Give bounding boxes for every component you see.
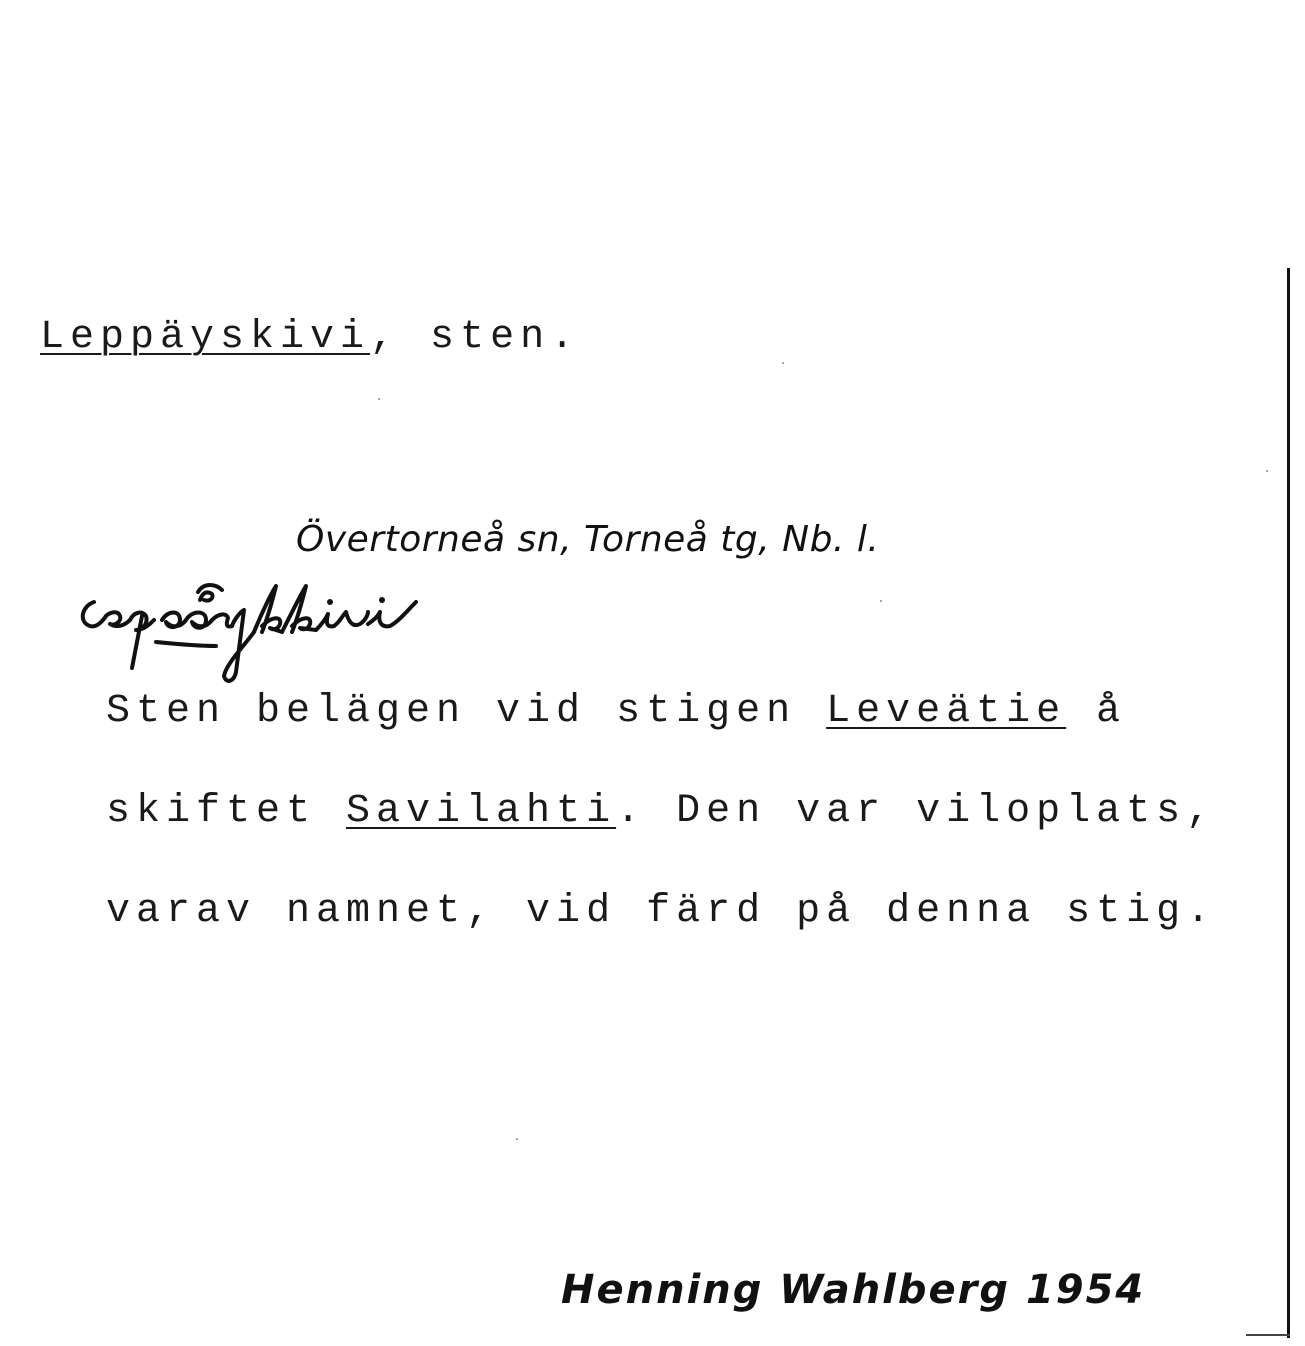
paper-speck: [782, 362, 784, 364]
handwritten-name-image: [76, 572, 546, 692]
body-line-1-start: Sten belägen vid stigen: [106, 689, 827, 734]
entry-title: [40, 315, 581, 360]
parish-line: Övertorneå sn, Torneå tg, Nb. l.: [296, 519, 880, 560]
card-edge-corner: [1246, 1334, 1290, 1336]
parcel-name: Savilahti: [346, 789, 617, 834]
place-type: , sten.: [370, 315, 581, 360]
body-line-2-start: skiftet: [106, 789, 347, 834]
body-line-2-end: . Den var viloplats,: [616, 789, 1217, 834]
paper-speck: [378, 398, 380, 400]
path-name: Leveätie: [826, 689, 1067, 734]
body-line-2: [106, 789, 1217, 834]
paper-speck: [880, 600, 882, 602]
paper-speck: [516, 1138, 518, 1140]
body-line-1-end: å: [1066, 689, 1127, 734]
place-name: Leppäyskivi: [40, 315, 371, 360]
body-line-3: varav namnet, vid färd på denna stig.: [106, 889, 1217, 934]
author-signature: Henning Wahlberg 1954: [561, 1267, 1146, 1313]
paper-speck: [1266, 470, 1268, 472]
card-edge-line: [1287, 268, 1290, 1338]
body-line-1: [106, 689, 1127, 734]
